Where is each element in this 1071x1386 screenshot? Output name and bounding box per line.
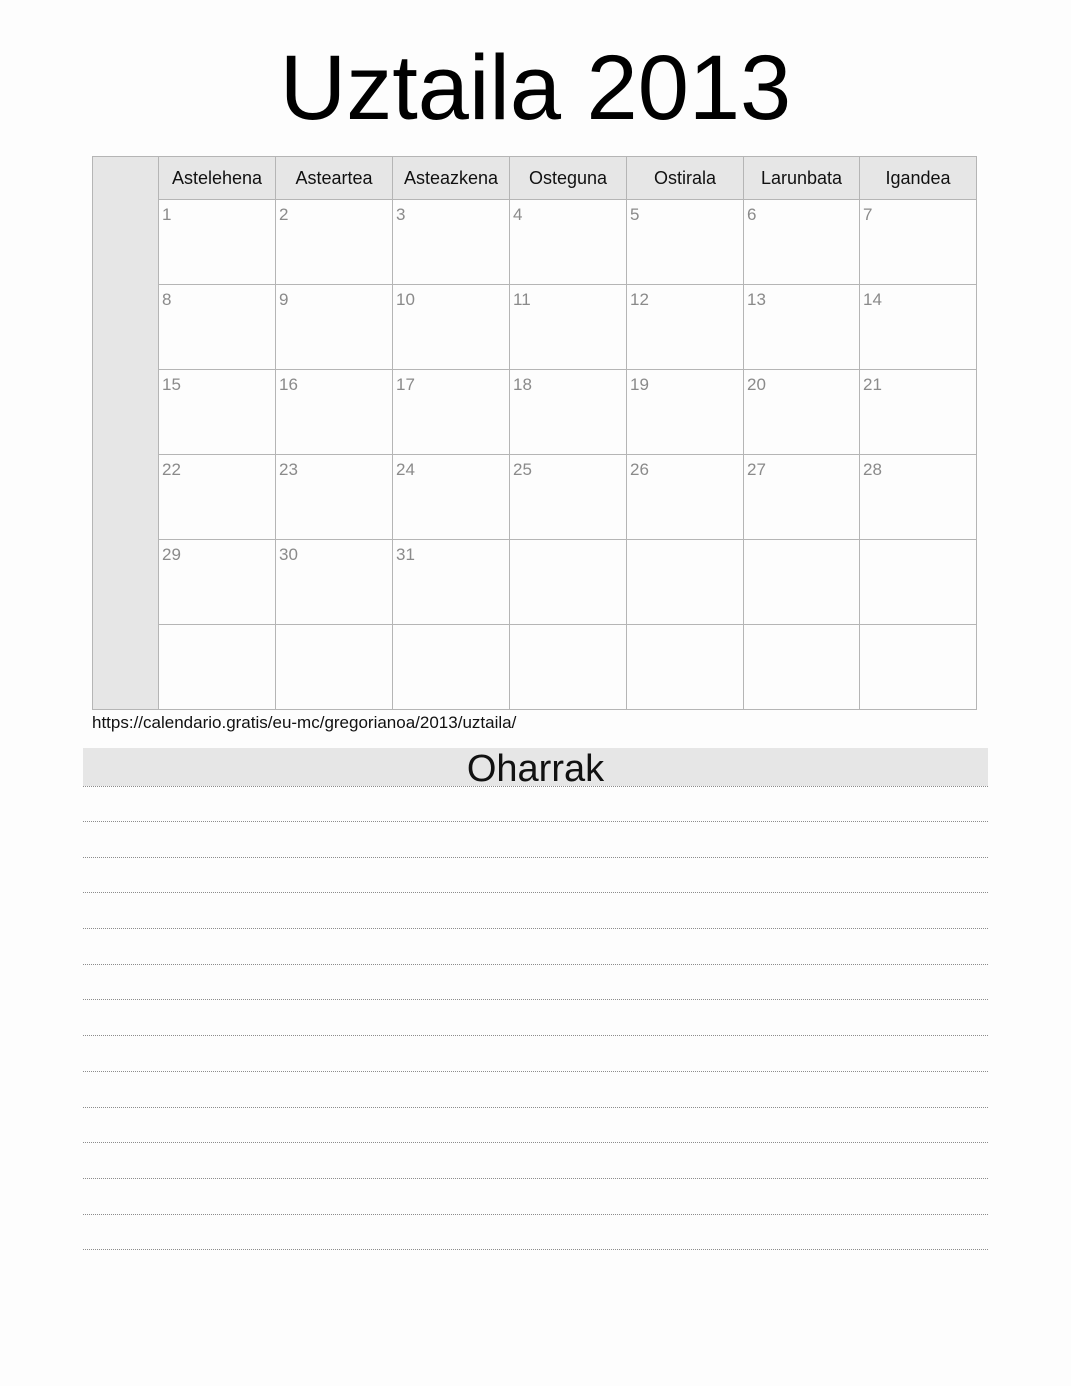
calendar-days xyxy=(158,157,976,709)
day-cell xyxy=(509,370,626,455)
day-number: 3 xyxy=(396,205,406,224)
day-number: 18 xyxy=(513,375,532,394)
note-line xyxy=(83,786,988,822)
day-number: 6 xyxy=(747,205,757,224)
day-cell xyxy=(158,370,275,455)
day-cell xyxy=(509,455,626,540)
day-number: 8 xyxy=(162,290,172,309)
weekday-header: Astelehena xyxy=(158,157,275,200)
day-cell xyxy=(743,455,859,540)
notes-lines xyxy=(83,786,988,1250)
day-number: 4 xyxy=(513,205,523,224)
day-cell xyxy=(859,285,976,370)
day-cell xyxy=(743,370,859,455)
day-number: 31 xyxy=(396,545,415,564)
day-cell xyxy=(743,200,859,285)
note-line xyxy=(83,893,988,929)
day-cell xyxy=(509,200,626,285)
day-number: 17 xyxy=(396,375,415,394)
note-line xyxy=(83,1215,988,1251)
weekday-header: Larunbata xyxy=(743,157,859,200)
day-cell xyxy=(392,370,509,455)
calendar-grid xyxy=(92,156,977,710)
note-line xyxy=(83,1036,988,1072)
day-number: 27 xyxy=(747,460,766,479)
day-cell xyxy=(509,285,626,370)
day-cell xyxy=(859,200,976,285)
day-number: 25 xyxy=(513,460,532,479)
note-line xyxy=(83,1000,988,1036)
note-line xyxy=(83,929,988,965)
day-cell xyxy=(859,370,976,455)
day-number: 9 xyxy=(279,290,289,309)
day-number: 26 xyxy=(630,460,649,479)
day-cell xyxy=(275,370,392,455)
day-cell xyxy=(158,455,275,540)
weekday-header: Asteazkena xyxy=(392,157,509,200)
day-cell xyxy=(626,200,743,285)
note-line xyxy=(83,1072,988,1108)
day-number: 7 xyxy=(863,205,873,224)
weekday-header: Igandea xyxy=(859,157,976,200)
day-number: 21 xyxy=(863,375,882,394)
day-number: 16 xyxy=(279,375,298,394)
day-number: 12 xyxy=(630,290,649,309)
page-title: Uztaila 2013 xyxy=(279,37,792,139)
day-number: 24 xyxy=(396,460,415,479)
weekday-header: Asteartea xyxy=(275,157,392,200)
day-cell xyxy=(859,625,976,709)
day-cell xyxy=(626,370,743,455)
day-cell xyxy=(158,625,275,709)
day-cell xyxy=(158,200,275,285)
day-cell xyxy=(392,285,509,370)
note-line xyxy=(83,965,988,1001)
day-cell xyxy=(275,200,392,285)
day-cell xyxy=(158,285,275,370)
day-number: 13 xyxy=(747,290,766,309)
day-cell xyxy=(743,285,859,370)
day-number: 1 xyxy=(162,205,172,224)
day-cell xyxy=(626,455,743,540)
note-line xyxy=(83,858,988,894)
day-cell xyxy=(626,625,743,709)
note-line xyxy=(83,1179,988,1215)
day-cell xyxy=(392,625,509,709)
week-number-column xyxy=(93,157,159,709)
day-number: 20 xyxy=(747,375,766,394)
day-cell xyxy=(859,540,976,625)
day-cell xyxy=(859,455,976,540)
day-cell xyxy=(275,285,392,370)
day-number: 28 xyxy=(863,460,882,479)
day-number: 2 xyxy=(279,205,289,224)
day-cell xyxy=(275,455,392,540)
notes-title: Oharrak xyxy=(83,748,988,786)
weekday-header: Ostirala xyxy=(626,157,743,200)
day-cell xyxy=(392,455,509,540)
note-line xyxy=(83,1143,988,1179)
day-number: 10 xyxy=(396,290,415,309)
day-cell xyxy=(275,625,392,709)
day-cell xyxy=(392,540,509,625)
day-cell xyxy=(158,540,275,625)
day-cell xyxy=(509,625,626,709)
day-cell xyxy=(743,625,859,709)
day-number: 5 xyxy=(630,205,640,224)
note-line xyxy=(83,822,988,858)
day-cell xyxy=(275,540,392,625)
day-cell xyxy=(626,285,743,370)
day-number: 19 xyxy=(630,375,649,394)
day-cell xyxy=(392,200,509,285)
day-cell xyxy=(743,540,859,625)
day-number: 14 xyxy=(863,290,882,309)
day-number: 11 xyxy=(513,290,531,309)
day-cell xyxy=(509,540,626,625)
day-cell xyxy=(626,540,743,625)
day-number: 15 xyxy=(162,375,181,394)
day-number: 22 xyxy=(162,460,181,479)
day-number: 23 xyxy=(279,460,298,479)
day-number: 29 xyxy=(162,545,181,564)
note-line xyxy=(83,1108,988,1144)
day-number: 30 xyxy=(279,545,298,564)
weekday-header: Osteguna xyxy=(509,157,626,200)
source-url: https://calendario.gratis/eu-mc/gregorianoa/2013/uztaila/ xyxy=(92,713,517,732)
